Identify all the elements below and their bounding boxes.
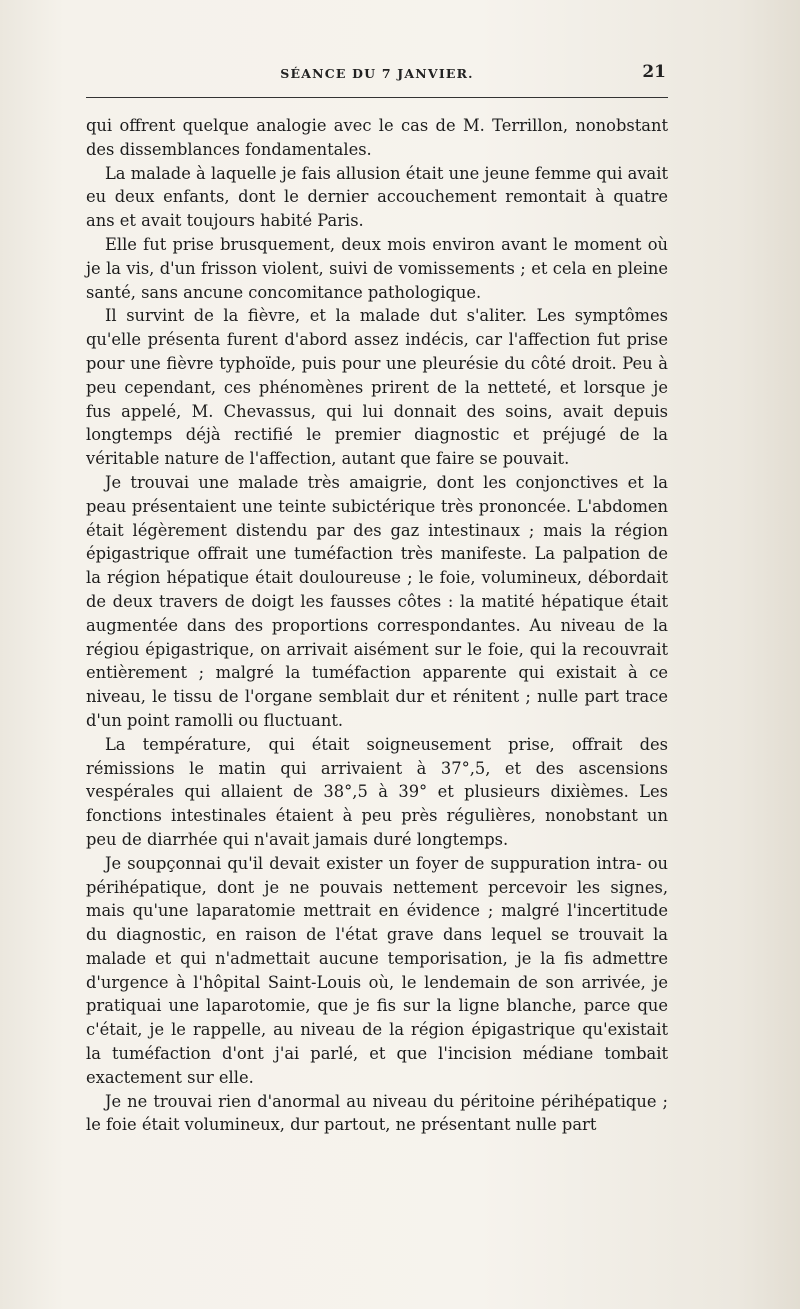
paragraph: La température, qui était soigneusement prise, offrait des rémissions le matin qui arrivaient à 37°,5, et des ascensions vespérales qui allaient de 38°,5 à 39° et plusieurs dixièmes. Les fonctions intestinales étaient à peu près régulières, nonobstant un peu de diarrhée qui n'avait jamais duré longtemps. [86, 734, 668, 849]
body-text [86, 114, 668, 1137]
paragraph: Je ne trouvai rien d'anormal au niveau du péritoine périhépatique ; le foie était volumineux, dur partout, ne présentant nulle part [86, 1091, 668, 1135]
paragraph: Elle fut prise brusquement, deux mois environ avant le moment où je la vis, d'un frisson violent, suivi de vomissements ; et cela en pleine santé, sans ancune concomitance pathologique. [86, 234, 668, 302]
paragraph: La malade à laquelle je fais allusion était une jeune femme qui avait eu deux enfants, dont le dernier accouchement remontait à quatre ans et avait toujours habité Paris. [86, 163, 668, 231]
running-title: SÉANCE DU 7 JANVIER. [280, 66, 474, 81]
paragraph: Il survint de la fièvre, et la malade dut s'aliter. Les symptômes qu'elle présenta furent d'abord assez indécis, car l'affection fut prise pour une fièvre typhoïde, puis pour une pleurésie du côté droit. Peu à peu cependant, ces phénomènes prirent de la netteté, et lorsque je fus appelé, M. Chevassus, qui lui donnait des soins, avait depuis longtemps déjà rectifié le premier diagnostic et préjugé de la véritable nature de l'affection, autant que faire se pouvait. [86, 306, 668, 469]
paragraph: Je trouvai une malade très amaigrie, dont les conjonctives et la peau présentaient une teinte subictérique très prononcée. L'abdomen était légèrement distendu par des gaz intestinaux ; mais la région épigastrique offrait une tuméfaction très manifeste. La palpation de la région hépatique était douloureuse ; le foie, volumineux, débordait de deux travers de doigt les fausses côtes : la matité hépatique était augmentée dans des proportions correspondantes. Au niveau de la régiou épigastrique, on arrivait aisément sur le foie, qui la recouvrait entièrement ; malgré la tuméfaction apparente qui existait à ce niveau, le tissu de l'organe semblait dur et rénitent ; nulle part trace d'un point ramolli ou fluctuant. [86, 472, 668, 730]
header-rule [86, 97, 668, 98]
paragraph: qui offrent quelque analogie avec le cas de M. Terrillon, nonobstant des dissemblances fondamentales. [86, 116, 668, 159]
page-header [86, 58, 668, 88]
paragraph: Je soupçonnai qu'il devait exister un foyer de suppuration intra- ou périhépatique, dont je ne pouvais nettement percevoir les signes, mais qu'une laparatomie mettrait en évidence ; malgré l'incertitude du diagnostic, en raison de l'état grave dans lequel se trouvait la malade et qui n'admettait aucune temporisation, je la fis admettre d'urgence à l'hôpital Saint-Louis où, le lendemain de son arrivée, je pratiquai une laparotomie, que je fis sur la ligne blanche, parce que c'était, je le rappelle, au niveau de la région épigastrique qu'existait la tuméfaction d'ont j'ai parlé, et que l'incision médiane tombait exactement sur elle. [86, 853, 668, 1087]
page-number: 21 [642, 62, 666, 82]
